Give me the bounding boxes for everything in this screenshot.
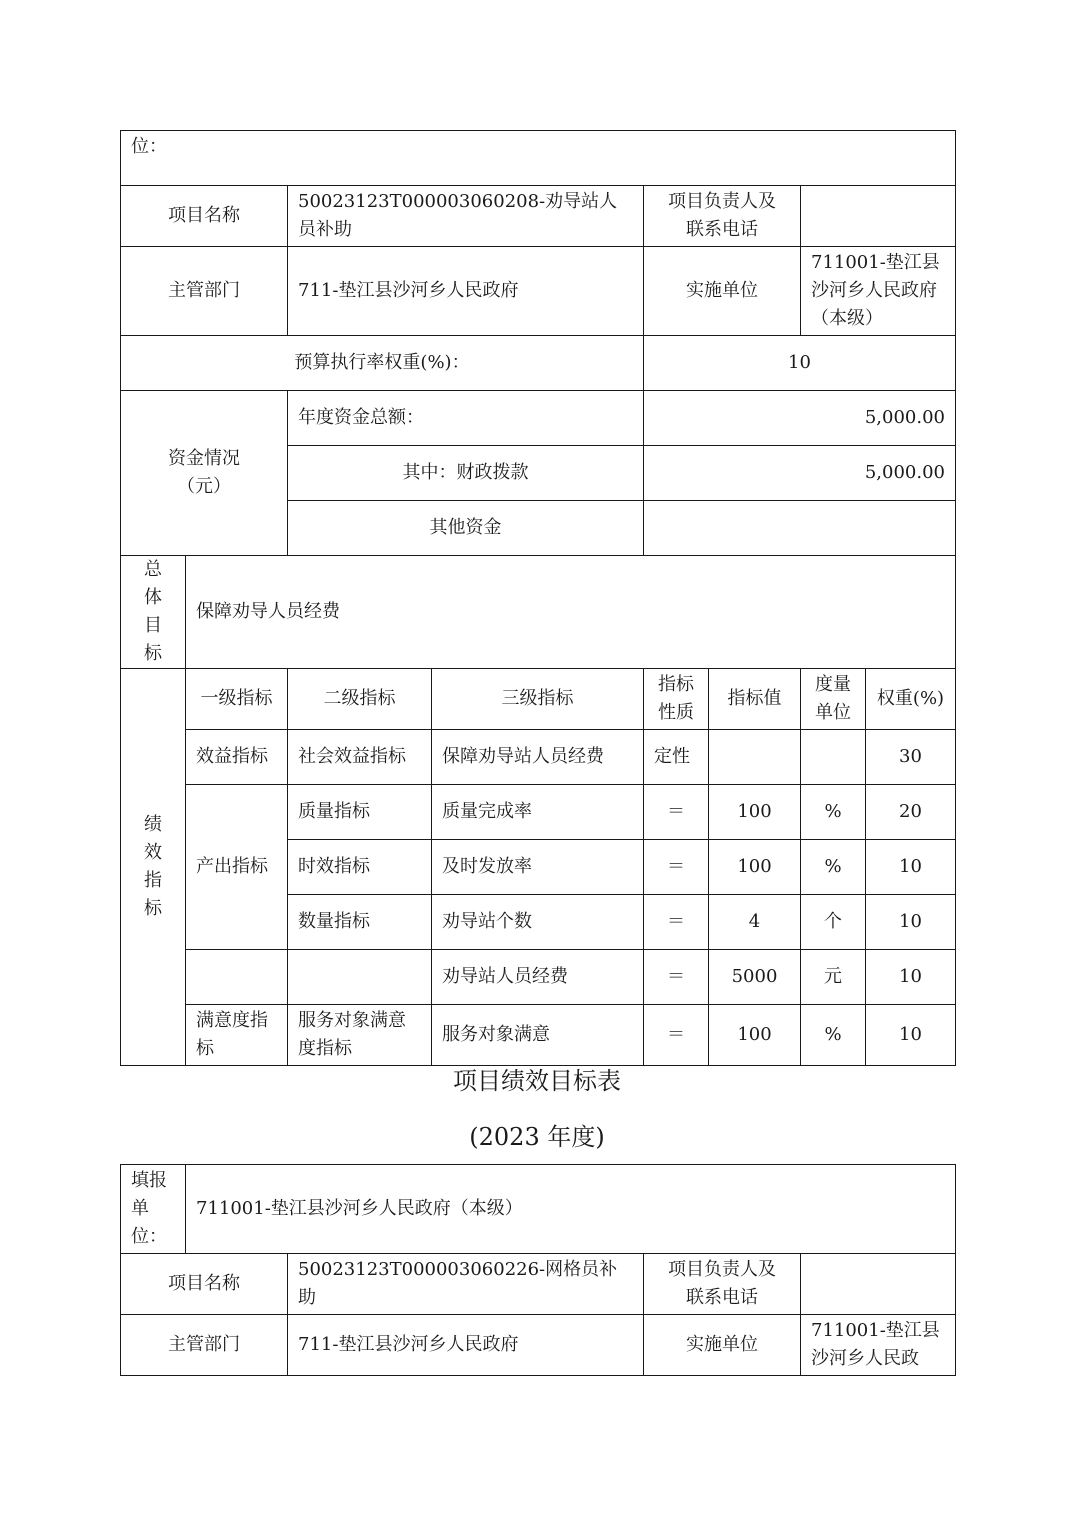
row-unit: 元 (801, 950, 866, 1005)
project-name-label: 项目名称 (121, 186, 288, 247)
annual-total-label: 年度资金总额： (288, 391, 644, 446)
row-value: 100 (709, 840, 801, 895)
page-title: 项目绩效目标表 (453, 1067, 621, 1095)
performance-table-2 (120, 1164, 956, 1376)
header-level3: 三级指标 (432, 669, 644, 730)
row-weight: 10 (866, 840, 956, 895)
row-value: 100 (709, 1005, 801, 1066)
impl-label: 实施单位 (644, 1315, 801, 1376)
row-unit: % (801, 785, 866, 840)
unit-value: 711001-垫江县沙河乡人民政府（本级） (186, 1165, 956, 1254)
unit-row-tail: 位： (121, 131, 956, 186)
row-value: 4 (709, 895, 801, 950)
goal-value: 保障劝导人员经费 (186, 556, 956, 669)
contact-value (801, 1254, 956, 1315)
goal-label: 总 体 目 标 (121, 556, 186, 669)
row-level1: 产出指标 (186, 785, 288, 950)
dept-value: 711-垫江县沙河乡人民政府 (288, 247, 644, 336)
row-level3: 劝导站人员经费 (432, 950, 644, 1005)
row-weight: 30 (866, 730, 956, 785)
header-level2: 二级指标 (288, 669, 432, 730)
row-level3: 质量完成率 (432, 785, 644, 840)
row-level1 (186, 950, 288, 1005)
row-nature: ＝ (644, 840, 709, 895)
other-funds-label: 其他资金 (288, 501, 644, 556)
row-level2: 数量指标 (288, 895, 432, 950)
row-unit: % (801, 840, 866, 895)
fiscal-label: 其中：财政拨款 (288, 446, 644, 501)
row-value: 5000 (709, 950, 801, 1005)
header-unit: 度量单位 (801, 669, 866, 730)
row-value: 100 (709, 785, 801, 840)
row-level3: 劝导站个数 (432, 895, 644, 950)
project-name-label: 项目名称 (121, 1254, 288, 1315)
impl-value: 711001-垫江县沙河乡人民政 (801, 1315, 956, 1376)
row-weight: 20 (866, 785, 956, 840)
contact-label: 项目负责人及联系电话 (644, 186, 801, 247)
impl-label: 实施单位 (644, 247, 801, 336)
row-nature: ＝ (644, 950, 709, 1005)
impl-value: 711001-垫江县沙河乡人民政府（本级） (801, 247, 956, 336)
row-level3: 保障劝导站人员经费 (432, 730, 644, 785)
dept-value: 711-垫江县沙河乡人民政府 (288, 1315, 644, 1376)
row-level2 (288, 950, 432, 1005)
row-level2: 时效指标 (288, 840, 432, 895)
header-weight: 权重(%) (866, 669, 956, 730)
row-level3: 及时发放率 (432, 840, 644, 895)
dept-label: 主管部门 (121, 1315, 288, 1376)
header-value: 指标值 (709, 669, 801, 730)
row-weight: 10 (866, 950, 956, 1005)
budget-weight-label: 预算执行率权重(%)： (121, 336, 644, 391)
perf-indicator-label: 绩 效 指 标 (121, 669, 186, 1066)
project-name-value: 50023123T000003060208-劝导站人员补助 (288, 186, 644, 247)
row-nature: ＝ (644, 785, 709, 840)
row-weight: 10 (866, 895, 956, 950)
page-subtitle: (2023 年度) (469, 1123, 605, 1151)
row-nature: ＝ (644, 895, 709, 950)
row-level1: 效益指标 (186, 730, 288, 785)
budget-weight-value: 10 (644, 336, 956, 391)
row-level2: 服务对象满意度指标 (288, 1005, 432, 1066)
dept-label: 主管部门 (121, 247, 288, 336)
row-value (709, 730, 801, 785)
row-level1: 满意度指标 (186, 1005, 288, 1066)
unit-label: 填报单位： (121, 1165, 186, 1254)
row-nature: 定性 (644, 730, 709, 785)
row-nature: ＝ (644, 1005, 709, 1066)
row-unit (801, 730, 866, 785)
funds-label: 资金情况（元） (121, 391, 288, 556)
row-level3: 服务对象满意 (432, 1005, 644, 1066)
row-level2: 社会效益指标 (288, 730, 432, 785)
header-nature: 指标性质 (644, 669, 709, 730)
contact-value (801, 186, 956, 247)
annual-total-value: 5,000.00 (644, 391, 956, 446)
other-funds-value (644, 501, 956, 556)
performance-table-1 (120, 130, 956, 1066)
row-weight: 10 (866, 1005, 956, 1066)
row-unit: % (801, 1005, 866, 1066)
project-name-value: 50023123T000003060226-网格员补助 (288, 1254, 644, 1315)
row-unit: 个 (801, 895, 866, 950)
contact-label: 项目负责人及联系电话 (644, 1254, 801, 1315)
row-level2: 质量指标 (288, 785, 432, 840)
header-level1: 一级指标 (186, 669, 288, 730)
fiscal-value: 5,000.00 (644, 446, 956, 501)
